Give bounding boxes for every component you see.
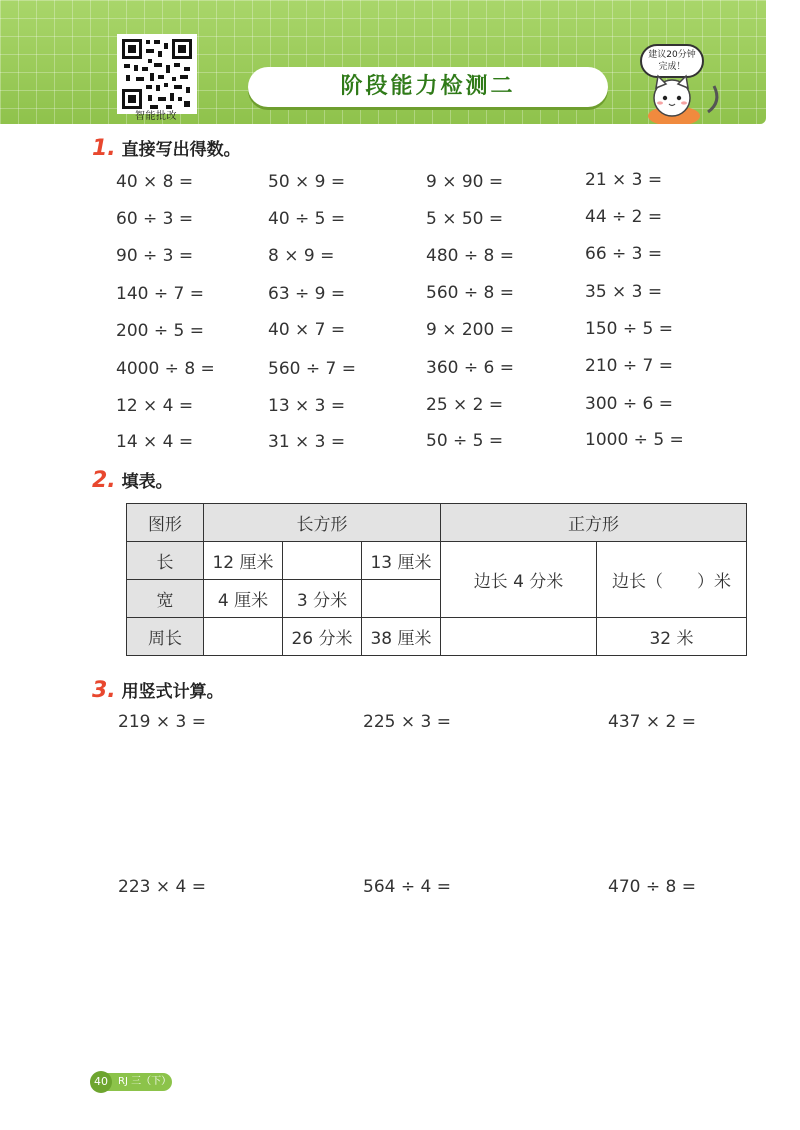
math-item: 50 ÷ 5 = (426, 431, 504, 451)
math-item: 40 × 8 = (116, 172, 194, 192)
page-title: 阶段能力检测二 (340, 74, 516, 99)
table-cell: 12 厘米 (204, 542, 283, 580)
page-number: 40 (90, 1071, 112, 1093)
header-square: 正方形 (441, 504, 747, 542)
header-shape: 图形 (127, 504, 204, 542)
bubble-line-2: 完成！ (658, 62, 686, 72)
math-item: 40 ÷ 5 = (268, 209, 346, 229)
row-header-length: 长 (127, 542, 204, 580)
page-footer (92, 1073, 172, 1091)
math-item: 25 × 2 = (426, 395, 504, 415)
math-item: 35 × 3 = (585, 282, 663, 302)
table-cell[interactable] (283, 542, 362, 580)
math-item: 60 ÷ 3 = (116, 209, 194, 229)
table-cell[interactable] (362, 580, 441, 618)
section-1-heading (92, 135, 241, 161)
section-2-title: 填表。 (121, 472, 173, 492)
table-cell: 32 米 (597, 618, 747, 656)
math-item: 4000 ÷ 8 = (116, 359, 215, 379)
qr-code-icon[interactable] (117, 34, 197, 114)
calc-item: 219 × 3 = (118, 712, 206, 732)
math-item: 66 ÷ 3 = (585, 244, 663, 264)
table-cell[interactable] (204, 618, 283, 656)
math-item: 210 ÷ 7 = (585, 356, 673, 376)
math-item: 21 × 3 = (585, 170, 663, 190)
table-cell: 边长 4 分米 (441, 542, 597, 618)
math-item: 560 ÷ 8 = (426, 283, 514, 303)
section-3-heading (92, 677, 224, 703)
math-item: 13 × 3 = (268, 396, 346, 416)
section-3-number: 3. (92, 678, 116, 703)
table-row (127, 618, 747, 656)
math-item: 44 ÷ 2 = (585, 207, 663, 227)
math-item: 300 ÷ 6 = (585, 394, 673, 414)
section-2-number: 2. (92, 468, 116, 493)
math-item: 9 × 90 = (426, 172, 504, 192)
math-item: 90 ÷ 3 = (116, 246, 194, 266)
math-item: 63 ÷ 9 = (268, 284, 346, 304)
header-banner (0, 0, 766, 124)
table-header-row (127, 504, 747, 542)
math-item: 150 ÷ 5 = (585, 319, 673, 339)
table-cell[interactable] (441, 618, 597, 656)
math-item: 360 ÷ 6 = (426, 358, 514, 378)
math-item: 12 × 4 = (116, 396, 194, 416)
calc-item: 470 ÷ 8 = (608, 877, 696, 897)
qr-caption: 智能批改 (135, 111, 177, 122)
header-rectangle: 长方形 (204, 504, 441, 542)
table-cell: 38 厘米 (362, 618, 441, 656)
calc-item: 437 × 2 = (608, 712, 696, 732)
math-item: 31 × 3 = (268, 432, 346, 452)
table-cell: 26 分米 (283, 618, 362, 656)
table-cell: 3 分米 (283, 580, 362, 618)
section-3-title: 用竖式计算。 (121, 682, 224, 702)
math-item: 200 ÷ 5 = (116, 321, 204, 341)
table-cell[interactable]: 边长（ ）米 (597, 542, 747, 618)
math-item: 14 × 4 = (116, 432, 194, 452)
table-cell: 13 厘米 (362, 542, 441, 580)
grade-label: RJ 三（下） (118, 1076, 172, 1087)
fill-table (126, 503, 747, 656)
math-item: 5 × 50 = (426, 209, 504, 229)
calc-item: 223 × 4 = (118, 877, 206, 897)
math-item: 1000 ÷ 5 = (585, 430, 684, 450)
math-item: 140 ÷ 7 = (116, 284, 204, 304)
calc-item: 564 ÷ 4 = (363, 877, 451, 897)
table-cell: 4 厘米 (204, 580, 283, 618)
math-item: 50 × 9 = (268, 172, 346, 192)
math-item: 8 × 9 = (268, 246, 335, 266)
row-header-perimeter: 周长 (127, 618, 204, 656)
math-item: 9 × 200 = (426, 320, 514, 340)
section-2-heading (92, 467, 173, 493)
row-header-width: 宽 (127, 580, 204, 618)
math-item: 40 × 7 = (268, 320, 346, 340)
calc-item: 225 × 3 = (363, 712, 451, 732)
section-1-title: 直接写出得数。 (121, 140, 241, 160)
cat-mascot-icon (638, 72, 728, 124)
math-item: 560 ÷ 7 = (268, 359, 356, 379)
math-item: 480 ÷ 8 = (426, 246, 514, 266)
bubble-line-1: 建议20分钟 (648, 50, 696, 60)
title-banner (248, 67, 608, 107)
table-row (127, 542, 747, 580)
section-1-number: 1. (92, 136, 116, 161)
